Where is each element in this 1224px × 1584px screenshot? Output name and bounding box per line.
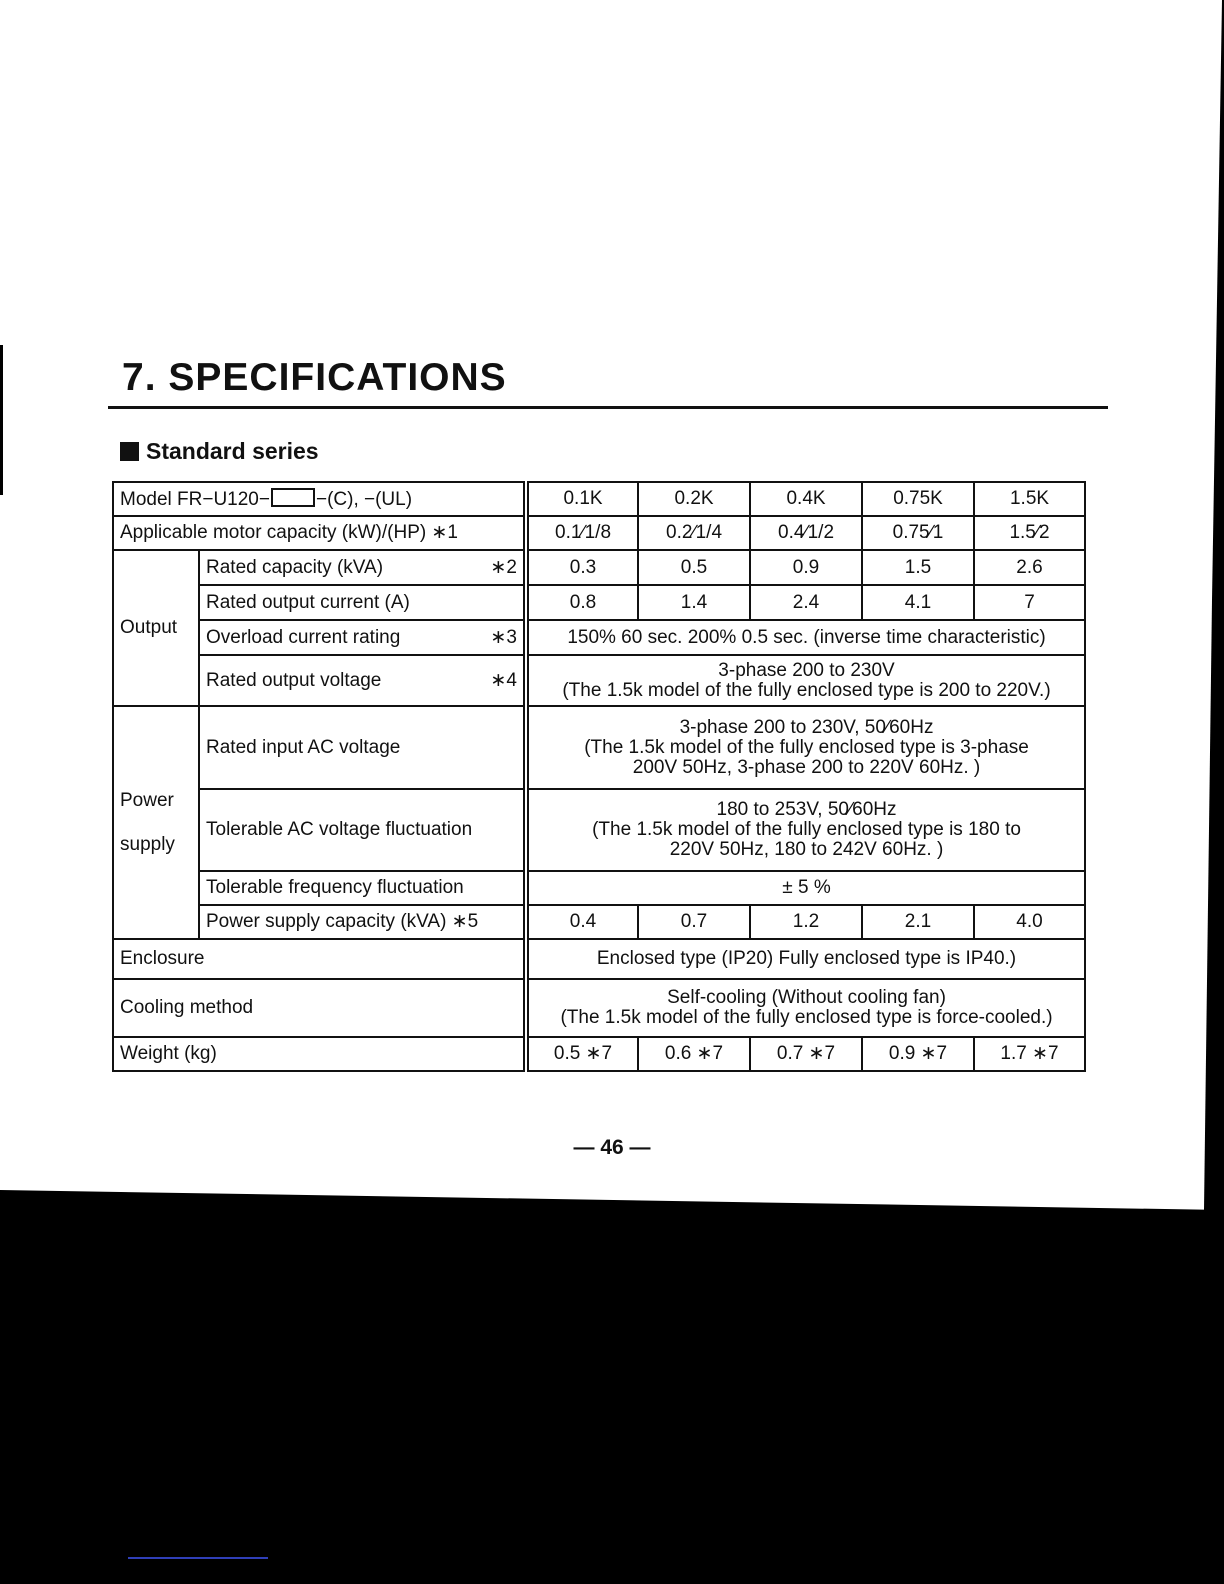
- table-row: [113, 979, 1085, 1037]
- model-cell: 0.2K: [638, 482, 750, 516]
- value-cell: 0.8: [526, 585, 638, 620]
- rated-capacity-label: Rated capacity (kVA) ∗2: [199, 550, 526, 585]
- value-cell: 2.1: [862, 905, 974, 939]
- table-row: [113, 482, 1085, 516]
- table-row: [113, 1037, 1085, 1071]
- value-cell: 0.4: [526, 905, 638, 939]
- frequency-fluctuation-label: Tolerable frequency fluctuation: [199, 871, 526, 905]
- overload-value: 150% 60 sec. 200% 0.5 sec. (inverse time characteristic): [526, 620, 1085, 655]
- scan-edge-left: [0, 345, 3, 495]
- value-cell: 1.4: [638, 585, 750, 620]
- value-cell: 0.7: [638, 905, 750, 939]
- value-cell: 7: [974, 585, 1085, 620]
- power-capacity-label: Power supply capacity (kVA) ∗5: [199, 905, 526, 939]
- model-cell: 0.1K: [526, 482, 638, 516]
- title-rule: [108, 406, 1108, 409]
- value-cell: 0.75∕1: [862, 516, 974, 550]
- rated-voltage-value: 3-phase 200 to 230V (The 1.5k model of the fully enclosed type is 200 to 220V.): [526, 655, 1085, 706]
- model-cell: 1.5K: [974, 482, 1085, 516]
- table-row: [113, 939, 1085, 979]
- value-cell: 0.4∕1/2: [750, 516, 862, 550]
- motor-capacity-label: Applicable motor capacity (kW)/(HP) ∗1: [113, 516, 526, 550]
- table-row: [113, 706, 1085, 789]
- table-row: [113, 789, 1085, 871]
- frequency-fluctuation-value: ± 5 %: [526, 871, 1085, 905]
- model-placeholder-box: [271, 488, 315, 507]
- model-cell: 0.75K: [862, 482, 974, 516]
- scan-artifact-line: [128, 1557, 268, 1559]
- value-cell: 0.9 ∗7: [862, 1037, 974, 1071]
- value-cell: 4.0: [974, 905, 1085, 939]
- table-row: [113, 516, 1085, 550]
- square-bullet-icon: [120, 442, 139, 461]
- table-row: [113, 655, 1085, 706]
- value-cell: 2.4: [750, 585, 862, 620]
- chapter-title: 7. SPECIFICATIONS: [122, 356, 507, 399]
- section-heading: [120, 438, 319, 465]
- table-row: [113, 905, 1085, 939]
- table-row: [113, 620, 1085, 655]
- weight-label: Weight (kg): [113, 1037, 526, 1071]
- value-cell: 0.5: [638, 550, 750, 585]
- table-row: [113, 550, 1085, 585]
- power-supply-group-label: Power supply: [113, 706, 199, 939]
- value-cell: 0.1∕1/8: [526, 516, 638, 550]
- enclosure-value: Enclosed type (IP20) Fully enclosed type is IP40.): [526, 939, 1085, 979]
- value-cell: 1.5∕2: [974, 516, 1085, 550]
- enclosure-label: Enclosure: [113, 939, 526, 979]
- cooling-label: Cooling method: [113, 979, 526, 1037]
- value-cell: 0.6 ∗7: [638, 1037, 750, 1071]
- rated-voltage-label: Rated output voltage ∗4: [199, 655, 526, 706]
- voltage-fluctuation-label: Tolerable AC voltage fluctuation: [199, 789, 526, 871]
- value-cell: 1.7 ∗7: [974, 1037, 1085, 1071]
- value-cell: 0.5 ∗7: [526, 1037, 638, 1071]
- output-group-label: Output: [113, 550, 199, 706]
- table-row: [113, 585, 1085, 620]
- page-number: — 46 —: [573, 1136, 651, 1159]
- value-cell: 0.7 ∗7: [750, 1037, 862, 1071]
- model-label: Model FR−U120− −(C), −(UL): [113, 482, 526, 516]
- cooling-value: Self-cooling (Without cooling fan) (The 1.5k model of the fully enclosed type is force-cooled.): [526, 979, 1085, 1037]
- value-cell: 4.1: [862, 585, 974, 620]
- specifications-table: [112, 481, 1086, 1072]
- model-cell: 0.4K: [750, 482, 862, 516]
- value-cell: 0.9: [750, 550, 862, 585]
- section-title: Standard series: [146, 438, 319, 464]
- input-voltage-value: 3-phase 200 to 230V, 50∕60Hz (The 1.5k model of the fully enclosed type is 3-phase 200V 50Hz, 3-phase 200 to 220V 60Hz. ): [526, 706, 1085, 789]
- value-cell: 2.6: [974, 550, 1085, 585]
- overload-label: Overload current rating ∗3: [199, 620, 526, 655]
- value-cell: 0.3: [526, 550, 638, 585]
- value-cell: 1.5: [862, 550, 974, 585]
- value-cell: 1.2: [750, 905, 862, 939]
- input-voltage-label: Rated input AC voltage: [199, 706, 526, 789]
- value-cell: 0.2∕1/4: [638, 516, 750, 550]
- rated-current-label: Rated output current (A): [199, 585, 526, 620]
- voltage-fluctuation-value: 180 to 253V, 50∕60Hz (The 1.5k model of the fully enclosed type is 180 to 220V 50Hz, 180 to 242V 60Hz. ): [526, 789, 1085, 871]
- table-row: [113, 871, 1085, 905]
